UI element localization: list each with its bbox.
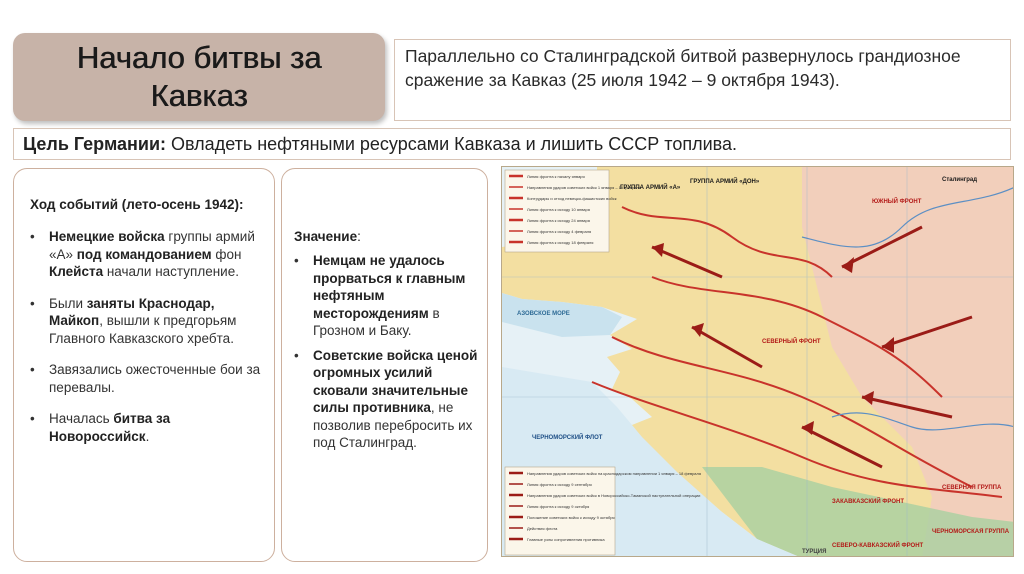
significance-heading-suffix: :	[357, 229, 361, 244]
legend-entry-text: Линия фронта к исходу 9 сентября	[527, 482, 592, 487]
goal-text: Овладеть нефтяными ресурсами Кавказа и лишить СССР топлива.	[166, 134, 738, 154]
events-heading: Ход событий (лето-осень 1942):	[30, 197, 244, 212]
bold-run: под командованием	[76, 246, 212, 262]
text-run: Началась	[49, 411, 114, 426]
legend-entry-text: Положение советских войск к исходу 9 октября	[527, 515, 615, 520]
text-run: , не позволив перебросить их под Сталинград.	[313, 400, 473, 450]
legend-entry-text: Линия фронта к исходу 24 января	[527, 218, 590, 223]
label-black-sea-fleet: ЧЕРНОМОРСКИЙ ФЛОТ	[532, 435, 603, 441]
label-north-group: СЕВЕРНАЯ ГРУППА	[942, 485, 1002, 491]
text-run: , вышли к предгорьям Главного Кавказского хребта.	[49, 313, 237, 346]
text-run: группы армий «А»	[49, 229, 255, 262]
label-north-caucasus-front: СЕВЕРО-КАВКАЗСКИЙ ФРОНТ	[832, 543, 924, 549]
bold-run: Немцам не удалось прорваться к главным нефтяным месторождениям	[313, 253, 466, 321]
significance-item-1	[294, 252, 479, 340]
bold-run: Советские войска ценой огромных усилий сковали значительные силы противника	[313, 347, 478, 415]
label-north-front: СЕВЕРНЫЙ ФРОНТ	[762, 339, 821, 345]
label-black-sea-group: ЧЕРНОМОРСКАЯ ГРУППА	[932, 529, 1010, 535]
goal-bar	[13, 128, 1011, 160]
significance-panel	[281, 168, 488, 562]
intro-text: Параллельно со Сталинградской битвой развернулось грандиозное сражение за Кавказ (25 июля 1942 – 9 октября 1943).	[405, 46, 961, 90]
legend-entry-text: Действия флота	[527, 526, 558, 531]
legend-entry-text: Линия фронта к исходу 4 февраля	[527, 229, 592, 234]
significance-heading	[294, 227, 479, 246]
legend-entry-text: Направления ударов советских войск на краснодарском направлении 1 января – 18 февраля	[527, 471, 702, 476]
events-item-1	[30, 228, 264, 281]
events-item-2	[30, 295, 264, 348]
bold-run: Клейста	[49, 264, 104, 279]
events-item-4	[30, 410, 264, 445]
legend-entry-text: Главные узлы сопротивления противника	[527, 537, 605, 542]
text-run: в Грозном и Баку.	[313, 305, 440, 338]
text-run: Завязались ожесточенные бои за перевалы.	[49, 362, 261, 395]
label-turkey: ТУРЦИЯ	[802, 549, 827, 555]
slide-title: Начало битвы за Кавказ	[76, 40, 322, 113]
map-svg	[502, 167, 1014, 557]
events-panel	[13, 168, 275, 562]
label-azov-sea: АЗОВСКОЕ МОРЕ	[517, 311, 570, 317]
label-southern-front: ЮЖНЫЙ ФРОНТ	[872, 199, 922, 205]
significance-item-2	[294, 347, 479, 452]
significance-list	[294, 252, 479, 452]
title-box	[13, 33, 385, 121]
significance-heading-label: Значение	[294, 229, 358, 244]
events-item-3	[30, 361, 264, 396]
legend-entry-text: Линия фронта к исходу 9 октября	[527, 504, 590, 509]
text-run: фон	[211, 246, 242, 262]
label-army-group-don: ГРУППА АРМИЙ «ДОН»	[690, 179, 760, 185]
label-army-group-a: ГРУППА АРМИЙ «А»	[620, 185, 681, 191]
label-stalingrad: Сталинград	[942, 177, 978, 183]
bold-run: заняты Краснодар, Майкоп	[49, 295, 215, 328]
legend-entry-text: Контрудары и отход немецко-фашистских войск	[527, 196, 617, 201]
legend-entry-text: Направления ударов советских войск 1 января – 18 февраля	[527, 185, 641, 190]
bold-run: Немецкие войска	[49, 229, 165, 244]
label-transcaucasus-front: ЗАКАВКАЗСКИЙ ФРОНТ	[832, 499, 905, 505]
legend-entry-text: Линия фронта к исходу 10 января	[527, 207, 590, 212]
text-run: Были	[49, 295, 87, 311]
legend-entry-text: Линия фронта к началу января	[527, 174, 585, 179]
legend-entry-text: Направления ударов советских войск в Новороссийско-Таманской наступательной операции	[527, 493, 701, 498]
text-run: начали наступление.	[103, 264, 239, 279]
events-list	[30, 228, 264, 445]
bold-run: битва за Новороссийск	[49, 411, 171, 444]
text-run: .	[145, 428, 150, 444]
legend-entry-text: Линия фронта к исходу 18 февраля	[527, 240, 594, 245]
caucasus-battle-map	[501, 166, 1014, 557]
intro-box	[394, 39, 1011, 121]
goal-label: Цель Германии:	[23, 134, 167, 154]
